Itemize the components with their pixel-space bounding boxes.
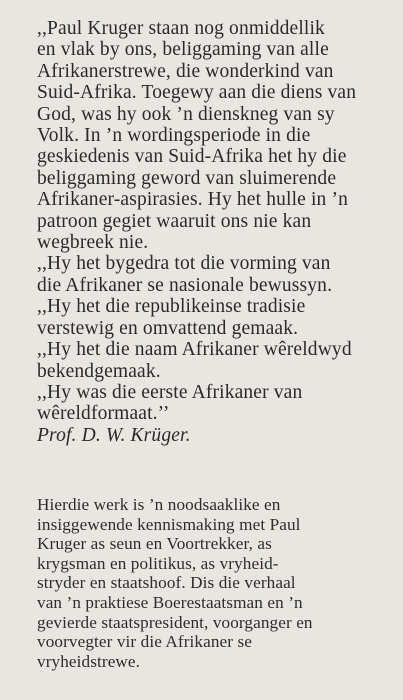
quote-line: wêreldformaat.’’ bbox=[37, 403, 170, 425]
quote-line: ,,Hy het die naam Afrikaner wêreldwyd bbox=[37, 339, 352, 361]
description-line: gevierde staatspresident, voorganger en bbox=[37, 612, 313, 632]
description-line: Kruger as seun en Voortrekker, as bbox=[37, 534, 272, 554]
quote-line: patroon gegiet waaruit ons nie kan bbox=[37, 210, 312, 232]
description-line: Hierdie werk is ’n noodsaaklike en bbox=[37, 495, 281, 514]
quote-line: Suid-Afrika. Toegewy aan die diens van bbox=[37, 82, 357, 104]
quote-line: God, was hy ook ’n dienskneg van sy bbox=[37, 103, 335, 125]
quote-line: wegbreek nie. bbox=[37, 232, 149, 254]
description-line: stryder en staatshoof. Dis die verhaal bbox=[37, 573, 296, 593]
quote-attribution: Prof. D. W. Krüger. bbox=[37, 424, 191, 446]
quote-line: die Afrikaner se nasionale bewussyn. bbox=[37, 274, 333, 296]
quote-line: Afrikaner-aspirasies. Hy het hulle in ’n bbox=[37, 189, 349, 211]
description-line: krygsman en politikus, as vryheid- bbox=[37, 553, 279, 573]
description-line: vryheidstrewe. bbox=[37, 651, 141, 671]
quote-line: verstewig en omvattend gemaak. bbox=[37, 317, 299, 339]
description-line: insiggewende kennismaking met Paul bbox=[37, 514, 301, 534]
description-line: voorvegter vir die Afrikaner se bbox=[37, 632, 252, 652]
description-block bbox=[37, 495, 397, 671]
quote-line: bekendgemaak. bbox=[37, 360, 161, 382]
quote-line: Afrikanerstrewe, die wonderkind van bbox=[37, 60, 334, 82]
quote-line: ,,Hy het bygedra tot die vorming van bbox=[37, 253, 331, 275]
quote-line: Volk. In ’n wordingsperiode in die bbox=[37, 125, 311, 147]
quote-line: ,,Hy het die republikeinse tradisie bbox=[37, 296, 306, 318]
quote-line: geskiedenis van Suid-Afrika het hy die bbox=[37, 146, 347, 168]
quote-block bbox=[37, 18, 397, 446]
description-line: van ’n praktiese Boerestaatsman en ’n bbox=[37, 592, 303, 612]
quote-line: en vlak by ons, beliggaming van alle bbox=[37, 39, 329, 61]
quote-line: ,,Hy was die eerste Afrikaner van bbox=[37, 381, 303, 403]
quote-line: beliggaming geword van sluimerende bbox=[37, 167, 337, 189]
quote-line: ,,Paul Kruger staan nog onmiddellik bbox=[37, 18, 325, 39]
